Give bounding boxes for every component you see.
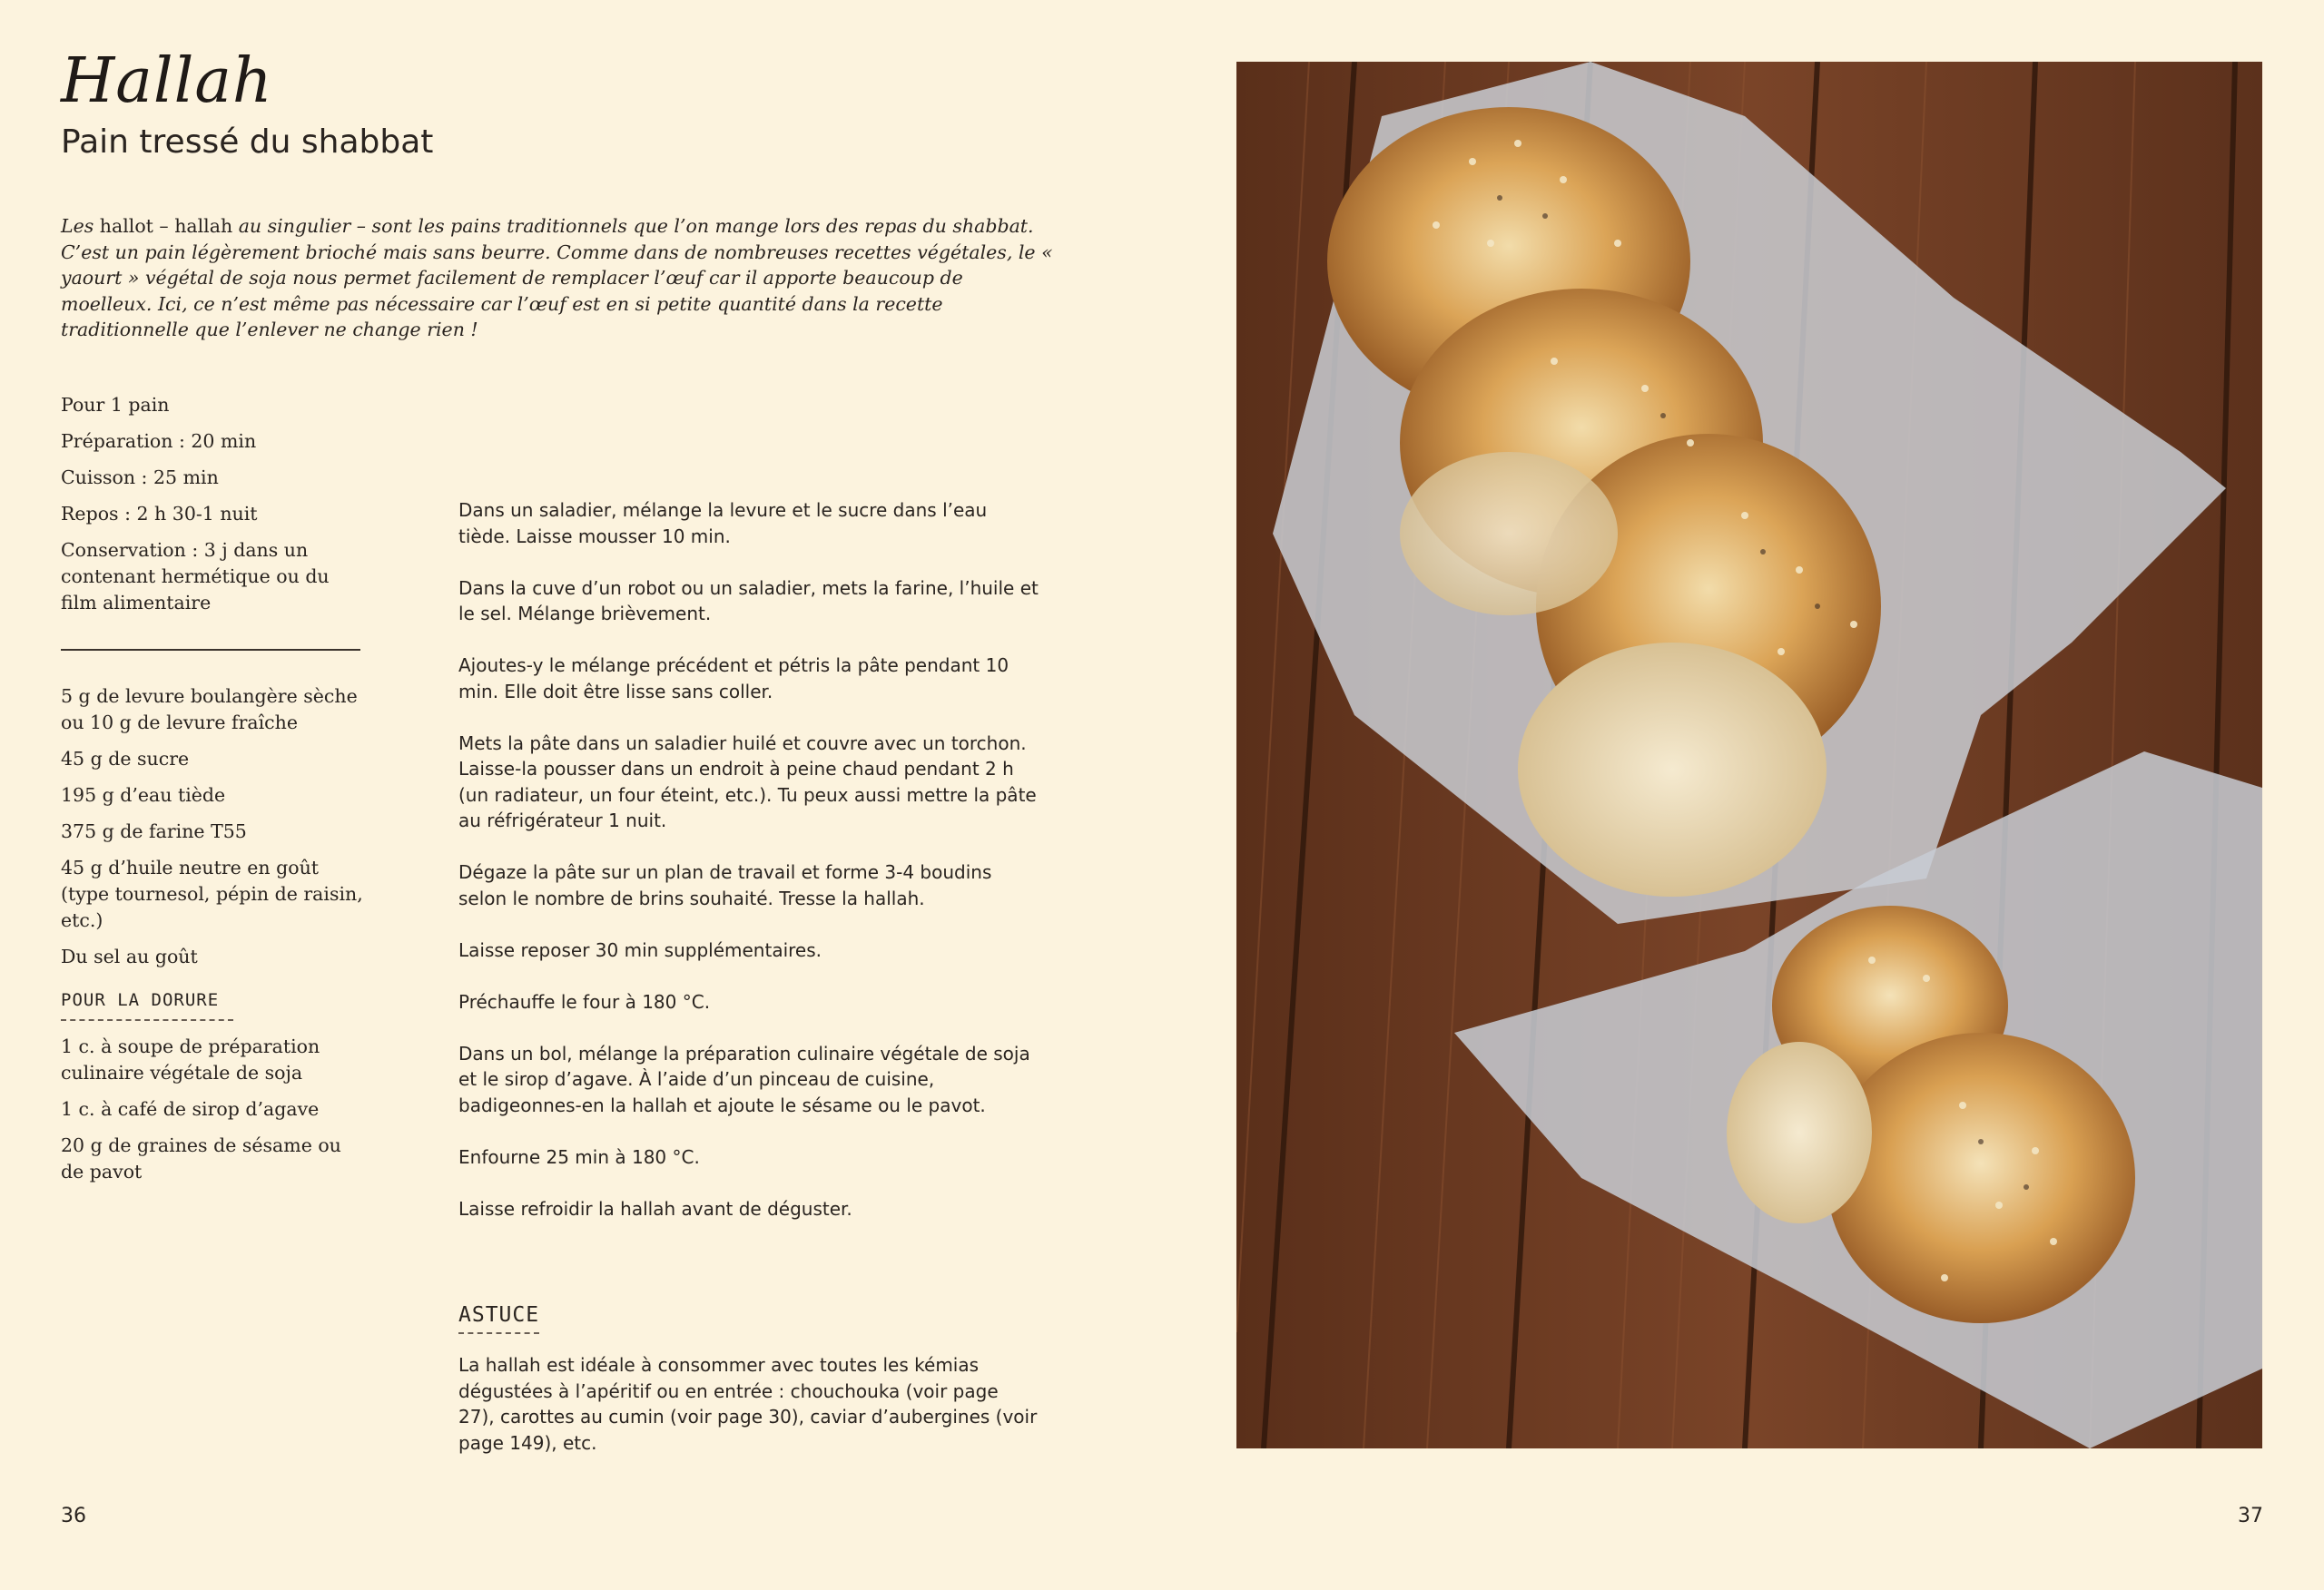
meta-storage: Conservation : 3 j dans un contenant hermétique ou du film alimentaire (61, 539, 330, 613)
meta-servings: Pour 1 pain (61, 394, 170, 416)
ingredient-item: 5 g de levure boulangère sèche ou 10 g de levure fraîche (61, 685, 358, 733)
intro-part-1: Les (61, 215, 100, 237)
section-divider (61, 649, 360, 651)
step-item: Dégaze la pâte sur un plan de travail et forme 3-4 boudins selon le nombre de brins souhaité. Tresse la hallah. (458, 861, 992, 909)
ingredient-item: 45 g d’huile neutre en goût (type tournesol, pépin de raisin, etc.) (61, 857, 363, 931)
recipe-steps (458, 497, 1039, 1248)
ingredient-item: Du sel au goût (61, 946, 198, 967)
hallah-photo (1236, 62, 2262, 1448)
step-item: Préchauffe le four à 180 °C. (458, 990, 711, 1013)
step-item: Dans un saladier, mélange la levure et le sucre dans l’eau tiède. Laisse mousser 10 min. (458, 499, 988, 547)
recipe-intro (61, 213, 1059, 343)
ingredients-list (61, 683, 369, 1195)
photo-illustration (1236, 62, 2262, 1448)
step-item: Mets la pâte dans un saladier huilé et couvre avec un torchon. Laisse-la pousser dans un endroit à peine chaud pendant 2 h (un radiateur, un four éteint, etc.). Tu peux aussi mettre la pâte au réfrigérateur 1 nuit. (458, 731, 1037, 831)
step-item: Dans un bol, mélange la préparation culinaire végétale de soja et le sirop d’agave. À l’aide d’un pinceau de cuisine, badigeonnes-en la hallah et ajoute le sésame ou le pavot. (458, 1042, 1030, 1116)
recipe-subtitle: Pain tressé du shabbat (61, 123, 434, 161)
dorure-item: 1 c. à soupe de préparation culinaire végétale de soja (61, 1035, 320, 1084)
step-item: Dans la cuve d’un robot ou un saladier, mets la farine, l’huile et le sel. Mélange brièvement. (458, 576, 1039, 624)
dorure-heading: POUR LA DORURE (61, 987, 233, 1021)
astuce-text (458, 1352, 1039, 1456)
recipe-title: Hallah (61, 45, 273, 117)
page-number-right: 37 (2238, 1505, 2263, 1527)
recipe-meta (61, 392, 351, 626)
ingredient-item: 375 g de farine T55 (61, 820, 247, 842)
page-number-left: 36 (61, 1505, 86, 1527)
meta-cooking: Cuisson : 25 min (61, 466, 219, 488)
step-item: Ajoutes-y le mélange précédent et pétris la pâte pendant 10 min. Elle doit être lisse sans coller. (458, 654, 1009, 702)
step-item: Enfourne 25 min à 180 °C. (458, 1145, 700, 1168)
meta-rest: Repos : 2 h 30-1 nuit (61, 503, 258, 525)
ingredient-item: 195 g d’eau tiède (61, 784, 226, 806)
step-item: Laisse refroidir la hallah avant de déguster. (458, 1197, 852, 1220)
intro-part-3: au singulier – sont les pains traditionnels que l’on mange lors des repas du shabbat. C’est un pain légèrement brioché mais sans beurre. Comme dans de nombreuses recettes végétales, le « yaourt » végétal de soja nous permet facilement de remplacer l’œuf car il apporte beaucoup de moelleux. Ici, ce n’est même pas nécessaire car l’œuf est en si petite quantité dans la recette traditionnelle que l’enlever ne change rien ! (61, 215, 1053, 340)
intro-part-2: hallot – hallah (99, 215, 233, 237)
ingredient-item: 45 g de sucre (61, 748, 190, 770)
dorure-item: 1 c. à café de sirop d’agave (61, 1098, 320, 1120)
meta-preparation: Préparation : 20 min (61, 430, 257, 452)
astuce-heading: ASTUCE (458, 1303, 539, 1334)
dorure-item: 20 g de graines de sésame ou de pavot (61, 1134, 341, 1183)
step-item: Laisse reposer 30 min supplémentaires. (458, 938, 822, 961)
astuce-body: La hallah est idéale à consommer avec toutes les kémias dégustées à l’apéritif ou en entrée : chouchouka (voir page 27), carottes au cumin (voir page 30), caviar d’aubergines (voir page 149), etc. (458, 1354, 1038, 1454)
